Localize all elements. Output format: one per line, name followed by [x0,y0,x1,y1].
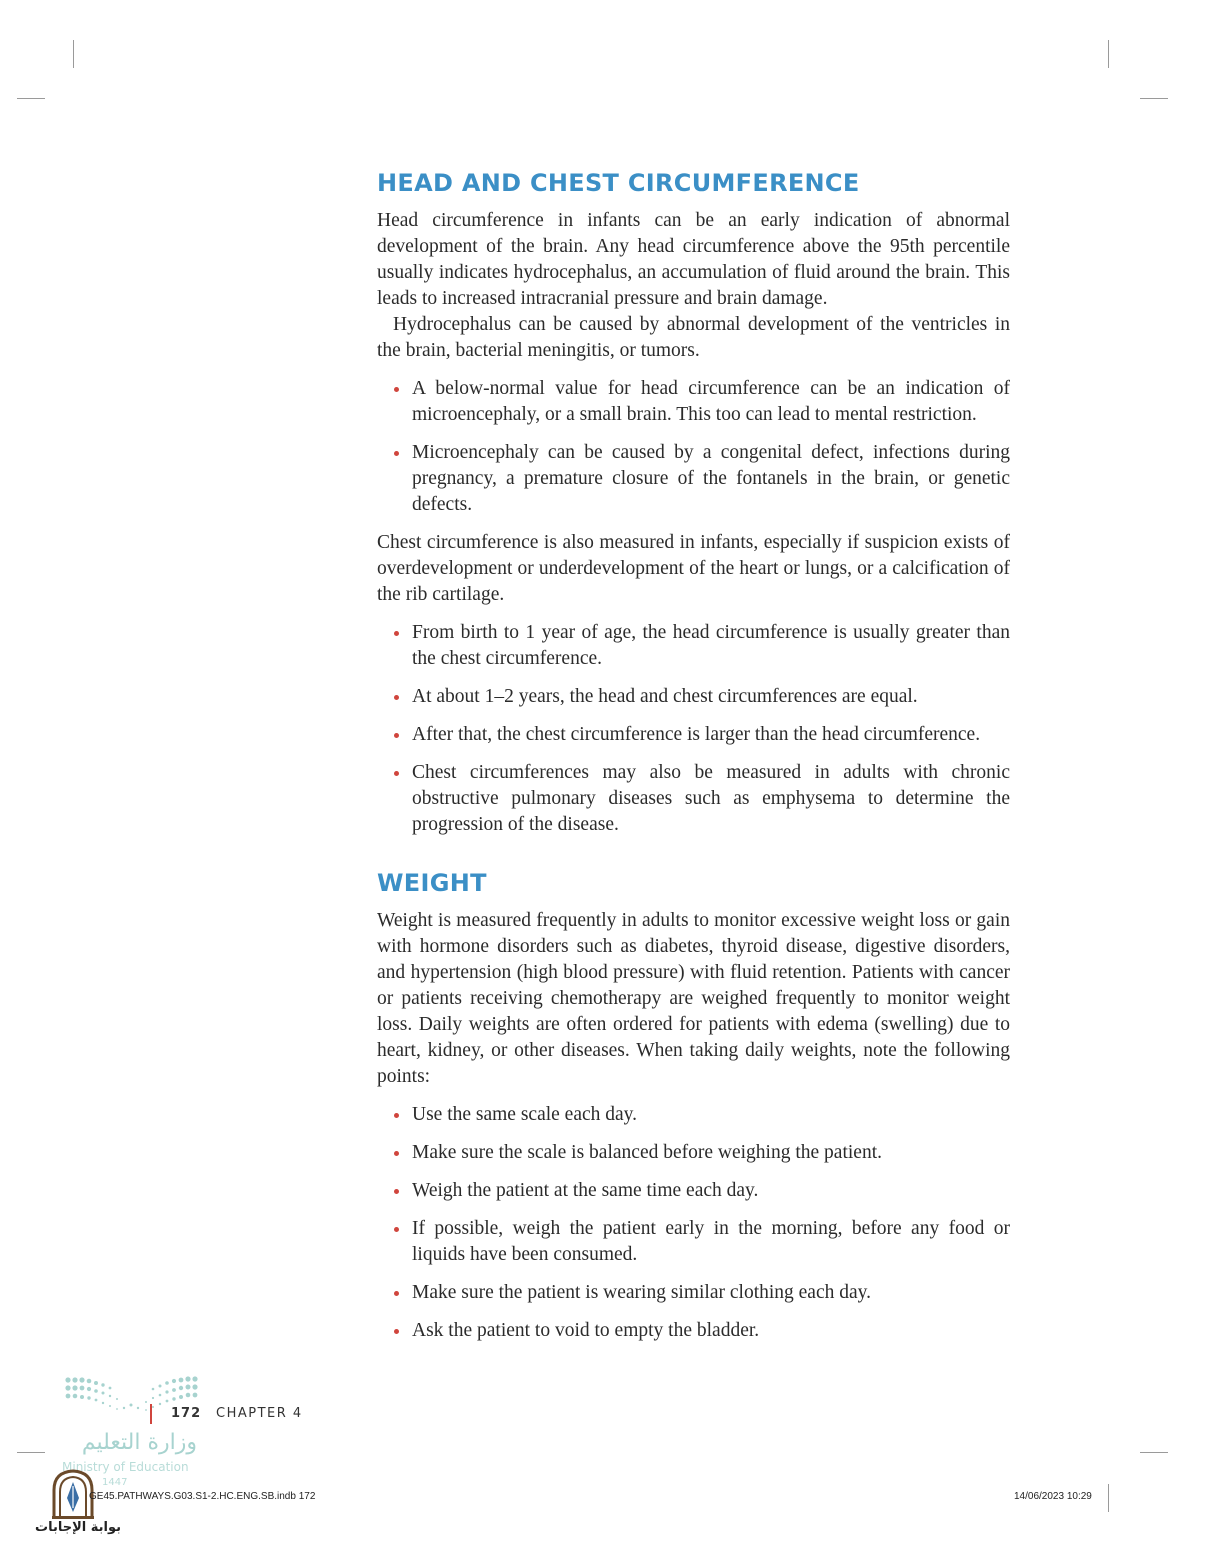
section-heading-weight: WEIGHT [377,869,487,897]
list-item: A below-normal value for head circumference can be an indication of microencephaly, or a small brain. This too can lead to mental restriction. [412,376,1010,428]
list-item: Make sure the patient is wearing similar clothing each day. [412,1280,1010,1306]
ministry-name-arabic: وزارة التعليم [81,1430,197,1455]
page-content [377,168,1010,1356]
crop-mark [1108,40,1109,68]
list-item: From birth to 1 year of age, the head circumference is usually greater than the chest circumference. [412,620,1010,672]
footer-divider [150,1404,152,1424]
ministry-name-english: Ministry of Education [62,1460,189,1474]
slug-file-name: GE45.PATHWAYS.G03.S1-2.HC.ENG.SB.indb 172 [89,1491,316,1502]
list-item: Use the same scale each day. [412,1102,1010,1128]
bullet-list [377,620,1010,838]
list-item: Make sure the scale is balanced before weighing the patient. [412,1140,1010,1166]
list-item: Ask the patient to void to empty the bladder. [412,1318,1010,1344]
list-item: Weigh the patient at the same time each day. [412,1178,1010,1204]
crop-mark [1140,1452,1168,1453]
section-weight [377,868,1010,1344]
paragraph: Weight is measured frequently in adults to monitor excessive weight loss or gain with hormone disorders such as diabetes, thyroid disease, digestive disorders, and hypertension (high blood pressure) with fluid retention. Patients with cancer or patients receiving chemotherapy are weighed frequently to monitor weight loss. Daily weights are often ordered for patients with edema (swelling) due to heart, kidney, or other diseases. When taking daily weights, note the following points: [377,910,1010,1087]
crop-mark [17,98,45,99]
crop-mark [73,40,74,68]
paragraph: Head circumference in infants can be an early indication of abnormal development of the brain. Any head circumference above the 95th percentile usually indicates hydrocephalus, an accumulation of fluid around the brain. This leads to increased intracranial pressure and brain damage. [377,210,1010,309]
watermark-text: بوابة الإجابات [35,1520,121,1535]
list-item: Chest circumferences may also be measured in adults with chronic obstructive pulmonary diseases such as emphysema to determine the progression of the disease. [412,760,1010,838]
list-item: At about 1–2 years, the head and chest circumferences are equal. [412,684,1010,710]
crop-mark [1108,1484,1109,1512]
list-item: If possible, weigh the patient early in the morning, before any food or liquids have been consumed. [412,1216,1010,1268]
paragraph: Hydrocephalus can be caused by abnormal development of the ventricles in the brain, bacterial meningitis, or tumors. [377,314,1010,361]
bullet-list [377,376,1010,518]
bullet-list [377,1102,1010,1344]
page-number: 172 [171,1406,202,1421]
crop-mark [1140,98,1168,99]
slug-date: 14/06/2023 10:29 [1014,1491,1092,1502]
list-item: Microencephaly can be caused by a congenital defect, infections during pregnancy, a premature closure of the fontanels in the brain, or genetic defects. [412,440,1010,518]
list-item: After that, the chest circumference is larger than the head circumference. [412,722,1010,748]
paragraph: Chest circumference is also measured in infants, especially if suspicion exists of overdevelopment or underdevelopment of the heart or lungs, or a calcification of the rib cartilage. [377,532,1010,605]
ministry-year: 1447 [102,1477,128,1488]
crop-mark [17,1452,45,1453]
chapter-label: CHAPTER 4 [216,1406,303,1421]
section-heading-head-chest: HEAD AND CHEST CIRCUMFERENCE [377,169,860,197]
